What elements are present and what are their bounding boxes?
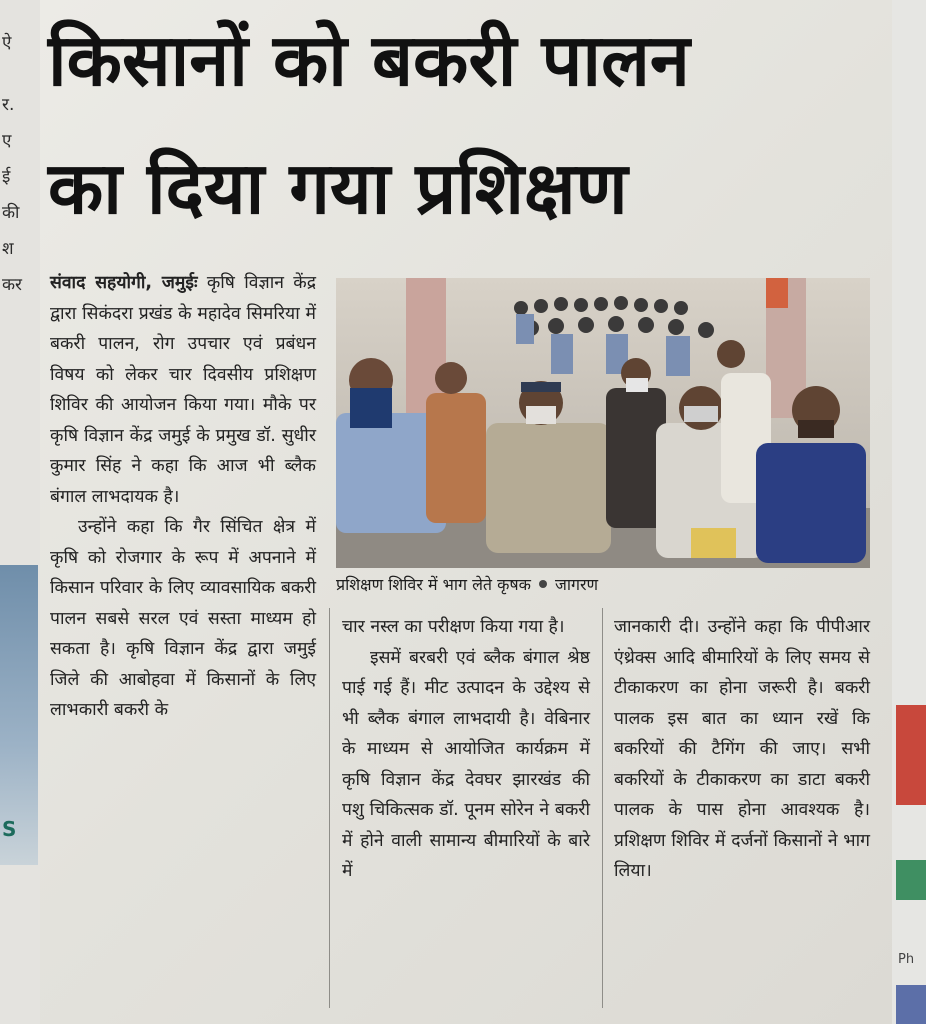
adjacent-color-block bbox=[896, 705, 926, 805]
edge-fragment: ऐ bbox=[2, 33, 12, 53]
edge-fragment: ई bbox=[2, 167, 11, 187]
column-divider bbox=[329, 608, 330, 1008]
paragraph: उन्होंने कहा कि गैर सिंचित क्षेत्र में कृषि को रोजगार के रूप में अपनाने में किसान परिवार के लिए व्यावसायिक बकरी पालन सबसे सरल एवं सस्ता माध्यम हो सकता है। कृषि विज्ञान केंद्र द्वारा जमुई जिले की आबोहवा में किसानों के लिए लाभकारी बकरी के bbox=[50, 517, 316, 720]
bullet-icon bbox=[539, 580, 547, 588]
article-column-1 bbox=[50, 268, 316, 726]
farmers-seated-photo bbox=[336, 278, 870, 568]
edge-fragment: र. bbox=[2, 95, 15, 115]
paragraph: जानकारी दी। उन्होंने कहा कि पीपीआर एंथ्रेक्स आदि बीमारियों के लिए समय से टीकाकरण का होना जरूरी है। बकरी पालक इस बात का ध्यान रखें कि बकरियों की टैगिंग की जाए। सभी बकरियों के टीकाकरण का डाटा बकरी पालक के पास होना आवश्यक है। प्रशिक्षण शिविर में दर्जनों किसानों ने भाग लिया। bbox=[614, 617, 870, 881]
headline-line-1: किसानों को बकरी पालन bbox=[48, 18, 690, 102]
caption-text: प्रशिक्षण शिविर में भाग लेते कृषक bbox=[336, 575, 531, 594]
edge-letter: S bbox=[2, 817, 17, 841]
edge-fragment: कर bbox=[2, 275, 23, 295]
paragraph: इसमें बरबरी एवं ब्लैक बंगाल श्रेष्ठ पाई गई हैं। मीट उत्पादन के उद्देश्य से भी ब्लैक बंगाल लाभदायी है। वेबिनार के माध्यम से आयोजित कार्यक्रम में कृषि विज्ञान केंद्र देवघर झारखंड की पशु चिकित्सक डॉ. पूनम सोरेन ने बकरी में होने वाली सामान्य बीमारियों के बारे में bbox=[342, 647, 590, 881]
headline-line-2: का दिया गया प्रशिक्षण bbox=[48, 146, 628, 230]
dateline: संवाद सहयोगी, जमुईः bbox=[50, 273, 198, 293]
photo-caption bbox=[336, 574, 870, 596]
edge-fragment: ए bbox=[2, 131, 12, 151]
photo-credit: जागरण bbox=[554, 575, 599, 594]
adjacent-color-block bbox=[896, 860, 926, 900]
adjacent-color-block bbox=[896, 985, 926, 1024]
paragraph: चार नस्ल का परीक्षण किया गया है। bbox=[342, 617, 565, 637]
adjacent-article-left bbox=[0, 0, 41, 1024]
edge-fragment: Ph bbox=[898, 952, 915, 967]
paragraph: कृषि विज्ञान केंद्र द्वारा सिकंदरा प्रखंड के महादेव सिमरिया में बकरी पालन, रोग उपचार एवं प्रबंधन विषय को लेकर चार दिवसीय प्रशिक्षण शिविर की आयोजन किया गया। मौके पर कृषि विज्ञान केंद्र जमुई के प्रमुख डॉ. सुधीर कुमार सिंह ने कहा कि आज भी ब्लैक बंगाल लाभदायक है। bbox=[50, 273, 316, 507]
article-column-3 bbox=[614, 612, 870, 887]
news-photo bbox=[336, 278, 870, 568]
edge-fragment: की bbox=[2, 203, 20, 223]
edge-fragment: श bbox=[2, 239, 14, 259]
newspaper-article bbox=[40, 0, 892, 1024]
adjacent-article-right bbox=[891, 0, 926, 1024]
column-divider bbox=[602, 608, 603, 1008]
article-column-2 bbox=[342, 612, 590, 887]
